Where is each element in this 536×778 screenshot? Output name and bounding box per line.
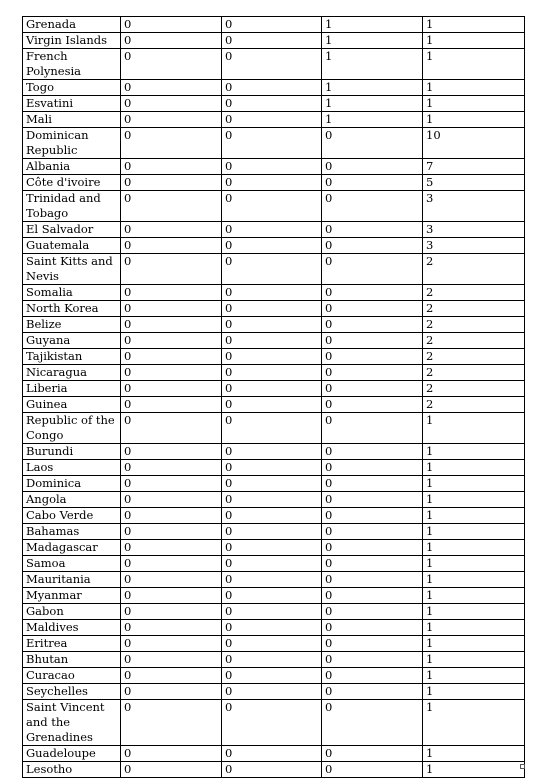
country-cell: Laos (23, 460, 121, 476)
value-cell-4: 1 (423, 652, 525, 668)
country-cell: Guatemala (23, 238, 121, 254)
value-cell-3: 0 (322, 700, 423, 746)
value-cell-1: 0 (121, 80, 222, 96)
table-row (23, 365, 525, 381)
table-body (23, 17, 525, 778)
value-cell-1: 0 (121, 684, 222, 700)
country-cell: Lesotho (23, 762, 121, 778)
table-row (23, 636, 525, 652)
value-cell-1: 0 (121, 49, 222, 80)
value-cell-3: 0 (322, 349, 423, 365)
table-row (23, 460, 525, 476)
value-cell-4: 3 (423, 191, 525, 222)
table-row (23, 381, 525, 397)
value-cell-2: 0 (222, 397, 322, 413)
table-row (23, 476, 525, 492)
value-cell-4: 1 (423, 492, 525, 508)
value-cell-2: 0 (222, 413, 322, 444)
value-cell-2: 0 (222, 96, 322, 112)
value-cell-2: 0 (222, 620, 322, 636)
country-cell: Mali (23, 112, 121, 128)
country-cell: Madagascar (23, 540, 121, 556)
value-cell-3: 0 (322, 746, 423, 762)
table-row (23, 191, 525, 222)
value-cell-2: 0 (222, 222, 322, 238)
table-row (23, 80, 525, 96)
country-cell: Trinidad and Tobago (23, 191, 121, 222)
value-cell-4: 1 (423, 112, 525, 128)
value-cell-1: 0 (121, 572, 222, 588)
table-row (23, 112, 525, 128)
value-cell-1: 0 (121, 668, 222, 684)
value-cell-3: 0 (322, 524, 423, 540)
value-cell-2: 0 (222, 80, 322, 96)
value-cell-2: 0 (222, 636, 322, 652)
value-cell-2: 0 (222, 49, 322, 80)
value-cell-4: 5 (423, 175, 525, 191)
country-cell: El Salvador (23, 222, 121, 238)
value-cell-1: 0 (121, 588, 222, 604)
country-cell: Nicaragua (23, 365, 121, 381)
value-cell-3: 0 (322, 317, 423, 333)
country-cell: Liberia (23, 381, 121, 397)
table-row (23, 301, 525, 317)
value-cell-2: 0 (222, 556, 322, 572)
table-row (23, 700, 525, 746)
value-cell-3: 0 (322, 191, 423, 222)
value-cell-3: 0 (322, 285, 423, 301)
value-cell-4: 1 (423, 620, 525, 636)
country-cell: Samoa (23, 556, 121, 572)
table-row (23, 159, 525, 175)
country-cell: Myanmar (23, 588, 121, 604)
value-cell-1: 0 (121, 381, 222, 397)
value-cell-4: 1 (423, 80, 525, 96)
country-cell: Somalia (23, 285, 121, 301)
value-cell-3: 0 (322, 508, 423, 524)
table-row (23, 540, 525, 556)
country-cell: Angola (23, 492, 121, 508)
value-cell-3: 0 (322, 652, 423, 668)
value-cell-2: 0 (222, 33, 322, 49)
value-cell-4: 1 (423, 508, 525, 524)
paragraph-end-mark (520, 764, 525, 769)
value-cell-3: 0 (322, 413, 423, 444)
value-cell-2: 0 (222, 349, 322, 365)
value-cell-4: 1 (423, 460, 525, 476)
value-cell-1: 0 (121, 191, 222, 222)
table-row (23, 572, 525, 588)
value-cell-1: 0 (121, 476, 222, 492)
value-cell-4: 2 (423, 397, 525, 413)
value-cell-2: 0 (222, 668, 322, 684)
value-cell-1: 0 (121, 222, 222, 238)
value-cell-4: 1 (423, 746, 525, 762)
value-cell-2: 0 (222, 460, 322, 476)
value-cell-4: 2 (423, 381, 525, 397)
table-row (23, 285, 525, 301)
value-cell-3: 0 (322, 397, 423, 413)
value-cell-3: 1 (322, 80, 423, 96)
country-cell: Maldives (23, 620, 121, 636)
value-cell-3: 0 (322, 254, 423, 285)
value-cell-4: 1 (423, 684, 525, 700)
value-cell-4: 1 (423, 762, 525, 778)
country-cell: Dominica (23, 476, 121, 492)
table-row (23, 746, 525, 762)
value-cell-1: 0 (121, 333, 222, 349)
table-row (23, 620, 525, 636)
value-cell-3: 0 (322, 492, 423, 508)
value-cell-2: 0 (222, 285, 322, 301)
value-cell-3: 0 (322, 301, 423, 317)
country-cell: North Korea (23, 301, 121, 317)
value-cell-2: 0 (222, 604, 322, 620)
value-cell-4: 1 (423, 33, 525, 49)
value-cell-3: 0 (322, 381, 423, 397)
value-cell-3: 0 (322, 620, 423, 636)
value-cell-1: 0 (121, 285, 222, 301)
value-cell-1: 0 (121, 17, 222, 33)
value-cell-2: 0 (222, 381, 322, 397)
value-cell-3: 0 (322, 128, 423, 159)
country-cell: Burundi (23, 444, 121, 460)
value-cell-3: 0 (322, 556, 423, 572)
country-cell: Côte d'ivoire (23, 175, 121, 191)
value-cell-2: 0 (222, 159, 322, 175)
value-cell-4: 2 (423, 317, 525, 333)
value-cell-3: 0 (322, 588, 423, 604)
country-cell: Cabo Verde (23, 508, 121, 524)
value-cell-1: 0 (121, 413, 222, 444)
value-cell-2: 0 (222, 492, 322, 508)
table-row (23, 175, 525, 191)
value-cell-4: 1 (423, 524, 525, 540)
value-cell-3: 1 (322, 49, 423, 80)
value-cell-1: 0 (121, 112, 222, 128)
value-cell-3: 0 (322, 684, 423, 700)
table-row (23, 668, 525, 684)
country-cell: Grenada (23, 17, 121, 33)
value-cell-3: 0 (322, 572, 423, 588)
table-row (23, 238, 525, 254)
table-row (23, 588, 525, 604)
value-cell-1: 0 (121, 33, 222, 49)
country-cell: Esvatini (23, 96, 121, 112)
value-cell-1: 0 (121, 700, 222, 746)
country-cell: Guyana (23, 333, 121, 349)
value-cell-4: 3 (423, 238, 525, 254)
table-row (23, 444, 525, 460)
value-cell-1: 0 (121, 238, 222, 254)
country-cell: Bahamas (23, 524, 121, 540)
table-row (23, 317, 525, 333)
country-cell: Guadeloupe (23, 746, 121, 762)
country-cell: Curacao (23, 668, 121, 684)
value-cell-1: 0 (121, 492, 222, 508)
value-cell-4: 10 (423, 128, 525, 159)
value-cell-1: 0 (121, 460, 222, 476)
value-cell-3: 0 (322, 476, 423, 492)
value-cell-4: 1 (423, 636, 525, 652)
value-cell-4: 2 (423, 285, 525, 301)
table-row (23, 492, 525, 508)
value-cell-2: 0 (222, 588, 322, 604)
value-cell-2: 0 (222, 746, 322, 762)
value-cell-4: 2 (423, 254, 525, 285)
value-cell-3: 0 (322, 333, 423, 349)
country-cell: Saint Vincent and the Grenadines (23, 700, 121, 746)
table-row (23, 254, 525, 285)
value-cell-3: 0 (322, 636, 423, 652)
country-cell: French Polynesia (23, 49, 121, 80)
value-cell-1: 0 (121, 254, 222, 285)
table-row (23, 397, 525, 413)
value-cell-4: 7 (423, 159, 525, 175)
value-cell-1: 0 (121, 175, 222, 191)
country-cell: Mauritania (23, 572, 121, 588)
country-cell: Guinea (23, 397, 121, 413)
value-cell-4: 1 (423, 444, 525, 460)
value-cell-2: 0 (222, 175, 322, 191)
value-cell-3: 0 (322, 238, 423, 254)
country-cell: Saint Kitts and Nevis (23, 254, 121, 285)
value-cell-1: 0 (121, 349, 222, 365)
country-cell: Togo (23, 80, 121, 96)
value-cell-4: 2 (423, 365, 525, 381)
country-cell: Gabon (23, 604, 121, 620)
value-cell-3: 0 (322, 365, 423, 381)
value-cell-1: 0 (121, 556, 222, 572)
table-row (23, 413, 525, 444)
country-cell: Republic of the Congo (23, 413, 121, 444)
value-cell-3: 0 (322, 175, 423, 191)
value-cell-4: 1 (423, 572, 525, 588)
value-cell-3: 0 (322, 460, 423, 476)
value-cell-3: 1 (322, 17, 423, 33)
table-row (23, 333, 525, 349)
value-cell-2: 0 (222, 238, 322, 254)
table-row (23, 128, 525, 159)
value-cell-3: 0 (322, 668, 423, 684)
value-cell-4: 1 (423, 668, 525, 684)
value-cell-2: 0 (222, 524, 322, 540)
country-cell: Belize (23, 317, 121, 333)
value-cell-4: 3 (423, 222, 525, 238)
value-cell-3: 0 (322, 762, 423, 778)
country-table (22, 16, 525, 778)
value-cell-4: 1 (423, 96, 525, 112)
value-cell-4: 1 (423, 540, 525, 556)
table-row (23, 33, 525, 49)
table-row (23, 604, 525, 620)
value-cell-4: 1 (423, 49, 525, 80)
value-cell-4: 2 (423, 301, 525, 317)
value-cell-2: 0 (222, 652, 322, 668)
value-cell-2: 0 (222, 112, 322, 128)
value-cell-1: 0 (121, 604, 222, 620)
value-cell-1: 0 (121, 652, 222, 668)
value-cell-2: 0 (222, 301, 322, 317)
value-cell-4: 2 (423, 349, 525, 365)
country-cell: Seychelles (23, 684, 121, 700)
value-cell-1: 0 (121, 444, 222, 460)
value-cell-1: 0 (121, 397, 222, 413)
value-cell-2: 0 (222, 684, 322, 700)
table-row (23, 222, 525, 238)
value-cell-1: 0 (121, 365, 222, 381)
country-cell: Tajikistan (23, 349, 121, 365)
value-cell-4: 1 (423, 413, 525, 444)
value-cell-1: 0 (121, 540, 222, 556)
value-cell-3: 1 (322, 33, 423, 49)
value-cell-1: 0 (121, 301, 222, 317)
table-row (23, 652, 525, 668)
table-row (23, 349, 525, 365)
value-cell-1: 0 (121, 746, 222, 762)
table-row (23, 49, 525, 80)
table-row (23, 556, 525, 572)
value-cell-4: 1 (423, 476, 525, 492)
value-cell-1: 0 (121, 636, 222, 652)
value-cell-3: 0 (322, 444, 423, 460)
value-cell-3: 0 (322, 540, 423, 556)
value-cell-3: 1 (322, 112, 423, 128)
country-cell: Virgin Islands (23, 33, 121, 49)
table-row (23, 762, 525, 778)
value-cell-1: 0 (121, 762, 222, 778)
value-cell-1: 0 (121, 508, 222, 524)
value-cell-2: 0 (222, 572, 322, 588)
country-cell: Albania (23, 159, 121, 175)
value-cell-1: 0 (121, 159, 222, 175)
table-row (23, 508, 525, 524)
value-cell-4: 2 (423, 333, 525, 349)
value-cell-2: 0 (222, 365, 322, 381)
value-cell-2: 0 (222, 508, 322, 524)
value-cell-4: 1 (423, 588, 525, 604)
value-cell-2: 0 (222, 762, 322, 778)
table-row (23, 96, 525, 112)
value-cell-2: 0 (222, 700, 322, 746)
value-cell-2: 0 (222, 254, 322, 285)
value-cell-1: 0 (121, 524, 222, 540)
value-cell-1: 0 (121, 317, 222, 333)
value-cell-2: 0 (222, 333, 322, 349)
value-cell-3: 0 (322, 222, 423, 238)
table-row (23, 17, 525, 33)
value-cell-3: 0 (322, 604, 423, 620)
value-cell-2: 0 (222, 17, 322, 33)
country-cell: Eritrea (23, 636, 121, 652)
table-row (23, 684, 525, 700)
value-cell-3: 0 (322, 159, 423, 175)
country-cell: Bhutan (23, 652, 121, 668)
value-cell-2: 0 (222, 444, 322, 460)
value-cell-4: 1 (423, 700, 525, 746)
value-cell-1: 0 (121, 96, 222, 112)
value-cell-2: 0 (222, 317, 322, 333)
value-cell-3: 1 (322, 96, 423, 112)
value-cell-4: 1 (423, 556, 525, 572)
country-cell: Dominican Republic (23, 128, 121, 159)
value-cell-2: 0 (222, 540, 322, 556)
value-cell-4: 1 (423, 17, 525, 33)
table-row (23, 524, 525, 540)
value-cell-1: 0 (121, 128, 222, 159)
value-cell-4: 1 (423, 604, 525, 620)
value-cell-2: 0 (222, 191, 322, 222)
value-cell-2: 0 (222, 128, 322, 159)
value-cell-2: 0 (222, 476, 322, 492)
value-cell-1: 0 (121, 620, 222, 636)
